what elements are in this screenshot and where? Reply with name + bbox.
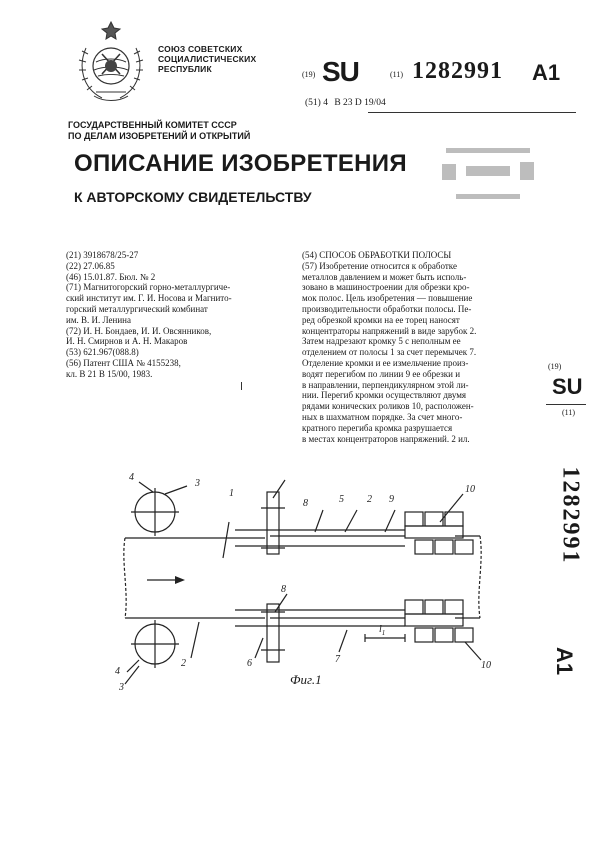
abstract-line: ред обрезкой кромки на ее торец наносят [302,314,460,325]
biblio-line: И. Н. Смирнов и А. Н. Макаров [66,336,188,347]
column-tick [241,382,242,390]
ref-3: 3 [195,478,200,489]
ipc-classification [305,98,386,108]
ref-8-bottom: 8 [281,584,286,595]
ref-5: 5 [339,494,344,505]
abstract-line: концентраторы напряжений в виде зарубок 2. [302,325,477,336]
side-code-19: (19) [548,362,562,371]
abstract-line: производительности обработки полосы. Пе- [302,303,472,314]
ref-3-bottom: 3 [119,682,124,693]
state-line-2: СОЦИАЛИСТИЧЕСКИХ [158,54,257,64]
biblio-line: (21) 3918678/25-27 [66,250,139,260]
side-country-code: SU [552,374,583,399]
abstract-line: (57) Изобретение относится к обработке [302,260,457,271]
library-stamp [436,140,540,206]
kind-code: A1 [532,60,561,85]
abstract-line: (54) СПОСОБ ОБРАБОТКИ ПОЛОСЫ [302,250,452,260]
biblio-line: (53) 621.967(088.8) [66,347,139,358]
ussr-emblem [72,18,150,106]
side-kind-code: A1 [552,646,578,676]
biblio-line: им. В. И. Ленина [66,314,131,325]
biblio-line: горский металлургический комбинат [66,303,208,314]
document-title: ОПИСАНИЕ ИЗОБРЕТЕНИЯ [74,150,407,177]
abstract-line: Затем надрезают кромку 5 с неполным ее [302,336,461,347]
figure-caption: Фиг.1 [290,672,322,687]
abstract-line: зовано в машиностроении для обрезки кро- [302,282,470,293]
abstract-line: ных в шахматном порядке. За счет много- [302,411,463,422]
abstract-line: отделением от полосы 1 за счет перемычек 7. [302,347,477,358]
figure-1 [95,462,495,694]
ref-2-bottom: 2 [181,658,186,669]
abstract-line: кратного перегиба кромка разрушается [302,422,453,433]
code-11: (11) [390,70,404,79]
ref-10: 10 [465,484,475,495]
patent-number: 1282991 [412,58,503,84]
state-line-1: СОЮЗ СОВЕТСКИХ [158,44,243,54]
ref-4: 4 [129,472,134,483]
committee [68,120,250,142]
dim-subscript: 1 [381,629,386,637]
abstract-line: рядами конических роликов 10, расположен- [302,401,474,412]
ref-9: 9 [389,494,394,505]
publication-number [302,56,572,86]
committee-line-2: ПО ДЕЛАМ ИЗОБРЕТЕНИЙ И ОТКРЫТИЙ [68,131,251,141]
ref-1: 1 [229,488,234,499]
side-divider [546,404,586,405]
abstract-line: нии. Перегиб кромки осуществляют двумя [302,390,467,401]
abstract-line: в направлении, перпендикулярном этой ли- [302,379,469,390]
country-code: SU [322,56,359,87]
side-publication-number [548,362,588,692]
ipc-underline [368,112,576,113]
dim-letter: l [379,624,382,635]
abstract-line: мок полос. Цель изобретения — повышение [302,293,473,304]
biblio-line: (72) И. Н. Бондаев, И. И. Овсянников, [66,325,212,336]
committee-line-1: ГОСУДАРСТВЕННЫЙ КОМИТЕТ СССР [68,120,237,130]
biblio-line: кл. В 21 В 15/00, 1983. [66,368,153,379]
ref-4-bottom: 4 [115,666,120,677]
ref-10-bottom: 10 [481,660,491,671]
ref-7: 7 [335,654,340,665]
state-name [158,44,256,74]
biblio-line: (71) Магнитогорский горно-металлургиче- [66,282,231,293]
bottom-knife [267,604,279,662]
state-line-3: РЕСПУБЛИК [158,64,212,74]
top-knife [267,492,279,554]
bottom-conical-rollers [405,600,473,642]
side-code-11: (11) [562,408,576,417]
ref-8: 8 [303,498,308,509]
ipc-code: B 23 D 19/04 [334,98,386,108]
biblio-line: (22) 27.06.85 [66,260,115,271]
ref-2: 2 [367,494,372,505]
abstract-line: Отделение кромки и ее измельчение произ- [302,357,469,368]
abstract-line: в местах концентраторов напряжений. 2 ил. [302,433,470,444]
side-patent-number: 1282991 [557,466,584,565]
abstract [302,250,534,444]
document-subtitle: К АВТОРСКОМУ СВИДЕТЕЛЬСТВУ [74,189,312,205]
abstract-line: металлов давлением и может быть исполь- [302,271,467,282]
abstract-line: водят перегибом по линии 9 ее обрезки и [302,368,461,379]
top-conical-rollers [405,512,473,554]
biblio-line: (56) Патент США № 4155238, [66,357,181,368]
biblio-line: (46) 15.01.87. Бюл. № 2 [66,271,156,282]
code-19: (19) [302,70,316,79]
biblio-line: ский институт им. Г. И. Носова и Магнито- [66,293,232,304]
ref-6: 6 [247,658,252,669]
bibliographic-data [66,250,292,380]
ipc-prefix: (51) 4 [305,98,328,108]
